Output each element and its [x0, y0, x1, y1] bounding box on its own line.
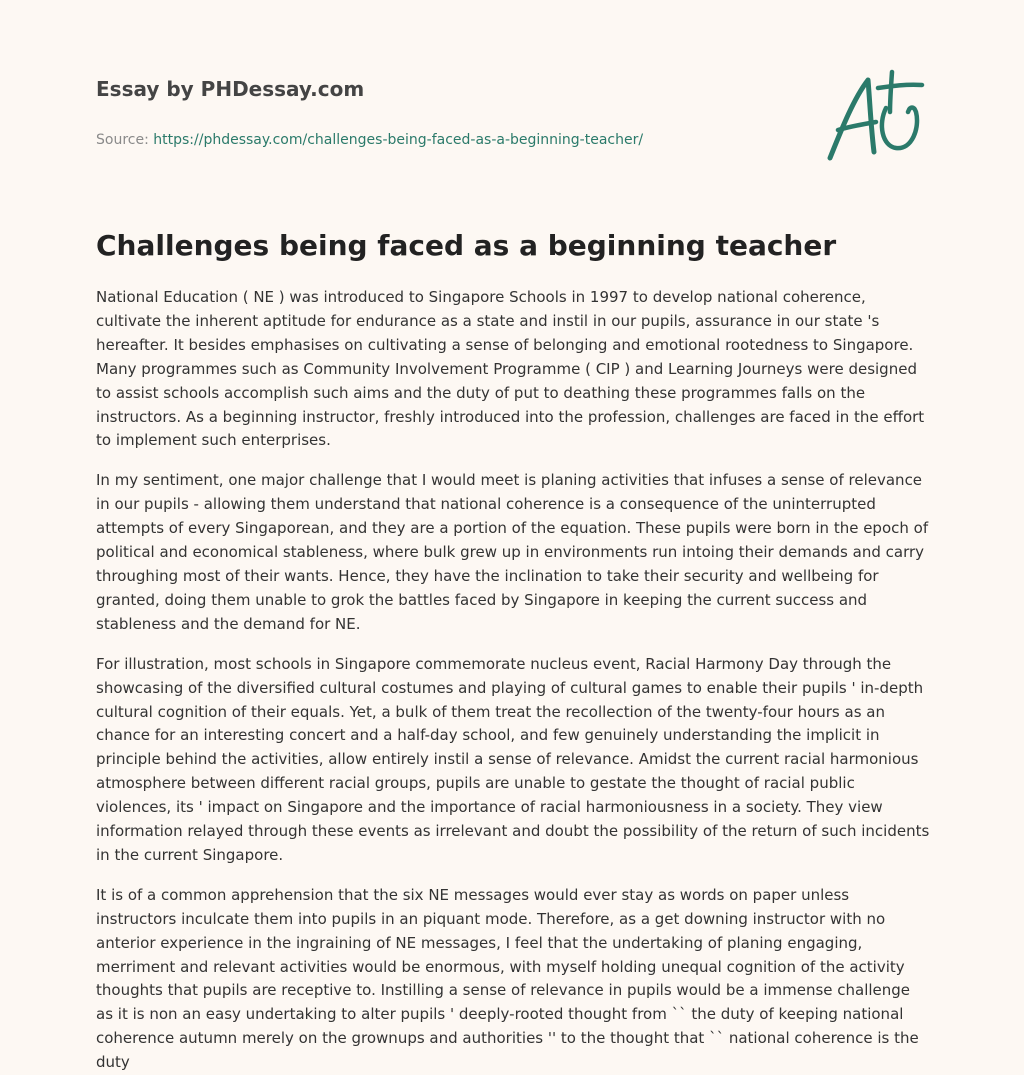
essay-paragraph-1: National Education ( NE ) was introduced to Singapore Schools in 1997 to develop national coherence, cultivate the inherent aptitude for endurance as a state and instil in our pupils, assurance in our state 's hereafter. It besides emphasises on cultivating a sense of belonging and emotional rootedness to Singapore. Many programmes such as Community Involvement Programme ( CIP ) and Learning Journeys were designed to assist schools accomplish such aims and the duty of put to deathing these programmes falls on the instructors. As a beginning instructor, freshly introduced into the profession, challenges are faced in the effort to implement such enterprises.	[96, 288, 925, 450]
page-header	[96, 74, 796, 150]
essay-paragraph-3: For illustration, most schools in Singapore commemorate nucleus event, Racial Harmony Day through the showcasing of the diversified cultural costumes and playing of cultural games to enable their pupils ' in-depth cultural cognition of their equals. Yet, a bulk of them treat the recollection of the twenty-four hours as an chance for an interesting concert and a half-day school, and few genuinely understanding the implicit in principle behind the activities, allow entirely instil a sense of relevance. Amidst the current racial harmonious atmosphere between different racial groups, pupils are unable to gestate the thought of racial public violences, its ' impact on Singapore and the importance of racial harmoniousness in a society. They view information relayed through these events as irrelevant and doubt the possibility of the return of such incidents in the current Singapore.	[96, 654, 930, 864]
a-plus-logo-icon	[820, 66, 930, 166]
essay-paragraph-4: It is of a common apprehension that the six NE messages would ever stay as words on paper unless instructors inculcate them into pupils in an piquant mode. Therefore, as a get downing instructor with no anterior experience in the ingraining of NE messages, I feel that the undertaking of planing engaging, merriment and relevant activities would be enormous, with myself holding unequal cognition of the activity thoughts that pupils are receptive to. Instilling a sense of relevance in pupils would be a immense challenge as it is non an easy undertaking to alter pupils ' deeply-rooted thought from `` the duty of keeping national coherence autumn merely on the grownups and authorities '' to the thought that `` national coherence is the duty	[96, 885, 919, 1072]
essay-body	[96, 286, 931, 1072]
source-label: Source:	[96, 132, 149, 148]
site-title: Essay by PHDessay.com	[96, 77, 365, 101]
source-line	[96, 130, 796, 150]
source-link[interactable]: https://phdessay.com/challenges-being-faced-as-a-beginning-teacher/	[153, 132, 644, 148]
essay-title: Challenges being faced as a beginning teacher	[96, 229, 837, 262]
essay-paragraph-2: In my sentiment, one major challenge that I would meet is planing activities that infuses a sense of relevance in our pupils - allowing them understand that national coherence is a consequence of the uninterrupted attempts of every Singaporean, and they are a portion of the equation. These pupils were born in the epoch of political and economical stableness, where bulk grew up in environments run intoing their demands and carry throughing most of their wants. Hence, they have the inclination to take their security and wellbeing for granted, doing them unable to grok the battles faced by Singapore in keeping the current success and stableness and the demand for NE.	[96, 471, 929, 633]
